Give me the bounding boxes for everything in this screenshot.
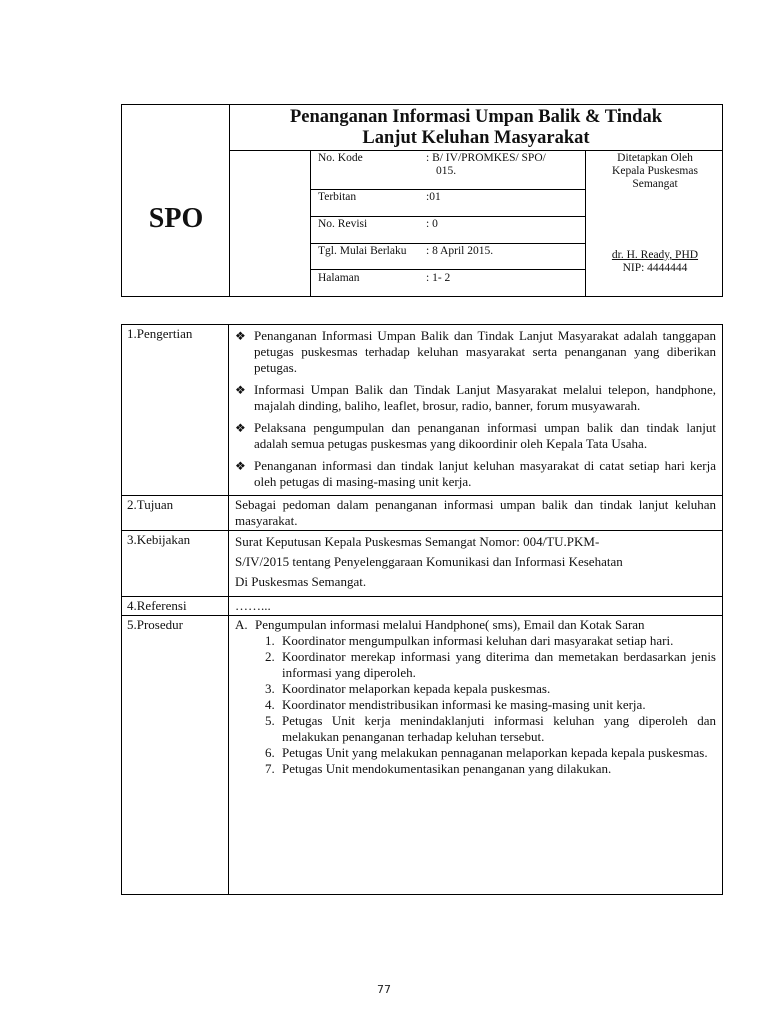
section-content: Sebagai pedoman dalam penanganan informasi umpan balik dan tindak lanjut keluhan masyarakat. xyxy=(229,496,723,531)
row-referensi xyxy=(122,597,723,616)
bullet-item xyxy=(235,382,716,414)
bullet-text: Penanganan Informasi Umpan Balik dan Tindak Lanjut Masyarakat adalah tanggapan petugas puskesmas terhadap keluhan masyarakat serta penanganan yang diberikan petugas. xyxy=(254,328,716,375)
section-label: 2.Tujuan xyxy=(122,496,229,531)
spo-label: SPO xyxy=(148,203,204,234)
field-label-no-kode: No. Kode xyxy=(318,152,363,164)
field-label-no-revisi: No. Revisi xyxy=(318,218,368,230)
procedure-step: 4. Koordinator mendistribusikan informasi ke masing-masing unit kerja. xyxy=(278,697,716,713)
procedure-step: 2. Koordinator merekap informasi yang diterima dan memetakan berdasarkan jenis informasi yang diperoleh. xyxy=(278,649,716,681)
field-value-no-kode xyxy=(426,152,576,178)
field-label-terbitan: Terbitan xyxy=(318,191,357,203)
section-label: 4.Referensi xyxy=(122,597,229,616)
procedure-step: 1. Koordinator mengumpulkan informasi keluhan dari masyarakat setiap hari. xyxy=(278,633,716,649)
approval-line: Ditetapkan Oleh xyxy=(617,152,693,164)
approval-line: Kepala Puskesmas xyxy=(612,165,698,177)
section-content xyxy=(229,616,723,895)
signer-nip: NIP: 4444444 xyxy=(622,262,688,274)
approval-block xyxy=(587,152,723,191)
policy-line: Di Puskesmas Semangat. xyxy=(235,574,367,589)
field-value-terbitan: :01 xyxy=(426,191,441,203)
signature-block xyxy=(587,249,723,275)
section-label: 1.Pengertian xyxy=(122,325,229,496)
policy-line: S/IV/2015 tentang Penyelenggaraan Komunikasi dan Informasi Kesehatan xyxy=(235,554,623,569)
spo-header-table xyxy=(121,104,723,297)
field-value-line: : B/ IV/PROMKES/ SPO/ xyxy=(426,152,546,164)
header-divider xyxy=(310,189,585,190)
section-content xyxy=(229,325,723,496)
row-kebijakan xyxy=(122,531,723,597)
field-value-halaman: : 1- 2 xyxy=(426,272,451,284)
section-label: 5.Prosedur xyxy=(122,616,229,895)
procedure-heading xyxy=(235,617,716,633)
diamond-bullet-icon: ❖ xyxy=(235,421,246,435)
field-value-no-revisi: : 0 xyxy=(426,218,438,230)
document-title xyxy=(230,105,722,152)
bullet-text: Pelaksana pengumpulan dan penanganan informasi umpan balik dan tindak lanjut adalah semua petugas puskesmas yang dikoordinir oleh Kepala Tata Usaha. xyxy=(254,420,716,451)
spo-content-table xyxy=(121,324,723,895)
diamond-bullet-icon: ❖ xyxy=(235,383,246,397)
field-label-tgl-mulai: Tgl. Mulai Berlaku xyxy=(318,245,407,257)
procedure-step: 6. Petugas Unit yang melakukan pennaganan melaporkan kepada kepala puskesmas. xyxy=(278,745,716,761)
section-content xyxy=(229,531,723,597)
bullet-item xyxy=(235,420,716,452)
policy-line: Surat Keputusan Kepala Puskesmas Semangat Nomor: 004/TU.PKM- xyxy=(235,534,600,549)
field-label-halaman: Halaman xyxy=(318,272,360,284)
procedure-heading-text: Pengumpulan informasi melalui Handphone( sms), Email dan Kotak Saran xyxy=(255,617,645,632)
bullet-item xyxy=(235,458,716,490)
section-content: ……... xyxy=(229,597,723,616)
signer-name: dr. H. Ready, PHD xyxy=(611,249,699,261)
section-label: 3.Kebijakan xyxy=(122,531,229,597)
row-pengertian xyxy=(122,325,723,496)
bullet-text: Penanganan informasi dan tindak lanjut keluhan masyarakat di catat setiap hari kerja oleh petugas di masing-masing unit kerja. xyxy=(254,458,716,489)
procedure-letter: A. xyxy=(235,617,248,632)
header-divider xyxy=(310,269,585,270)
procedure-step: 3. Koordinator melaporkan kepada kepala puskesmas. xyxy=(278,681,716,697)
approval-line: Semangat xyxy=(632,178,678,190)
diamond-bullet-icon: ❖ xyxy=(235,329,246,343)
field-value-tgl-mulai: : 8 April 2015. xyxy=(426,245,494,257)
field-value-line: 015. xyxy=(436,165,457,177)
header-divider xyxy=(310,150,311,296)
procedure-step: 7. Petugas Unit mendokumentasikan penanganan yang dilakukan. xyxy=(278,761,716,777)
header-divider xyxy=(585,150,586,296)
header-divider xyxy=(310,243,585,244)
header-divider xyxy=(310,216,585,217)
procedure-steps xyxy=(235,633,716,777)
diamond-bullet-icon: ❖ xyxy=(235,459,246,473)
bullet-text: Informasi Umpan Balik dan Tindak Lanjut Masyarakat melalui telepon, handphone, majalah dinding, baliho, leaflet, brosur, radio, banner, forum musyawarah. xyxy=(254,382,716,413)
bullet-item xyxy=(235,328,716,376)
row-tujuan xyxy=(122,496,723,531)
row-prosedur xyxy=(122,616,723,895)
title-line-2: Lanjut Keluhan Masyarakat xyxy=(362,128,590,148)
procedure-step: 5. Petugas Unit kerja menindaklanjuti informasi keluhan yang diperoleh dan melakukan penanganan terhadap keluhan tersebut. xyxy=(278,713,716,745)
page-number: 77 xyxy=(377,983,391,996)
title-line-1: Penanganan Informasi Umpan Balik & Tindak xyxy=(290,107,662,127)
